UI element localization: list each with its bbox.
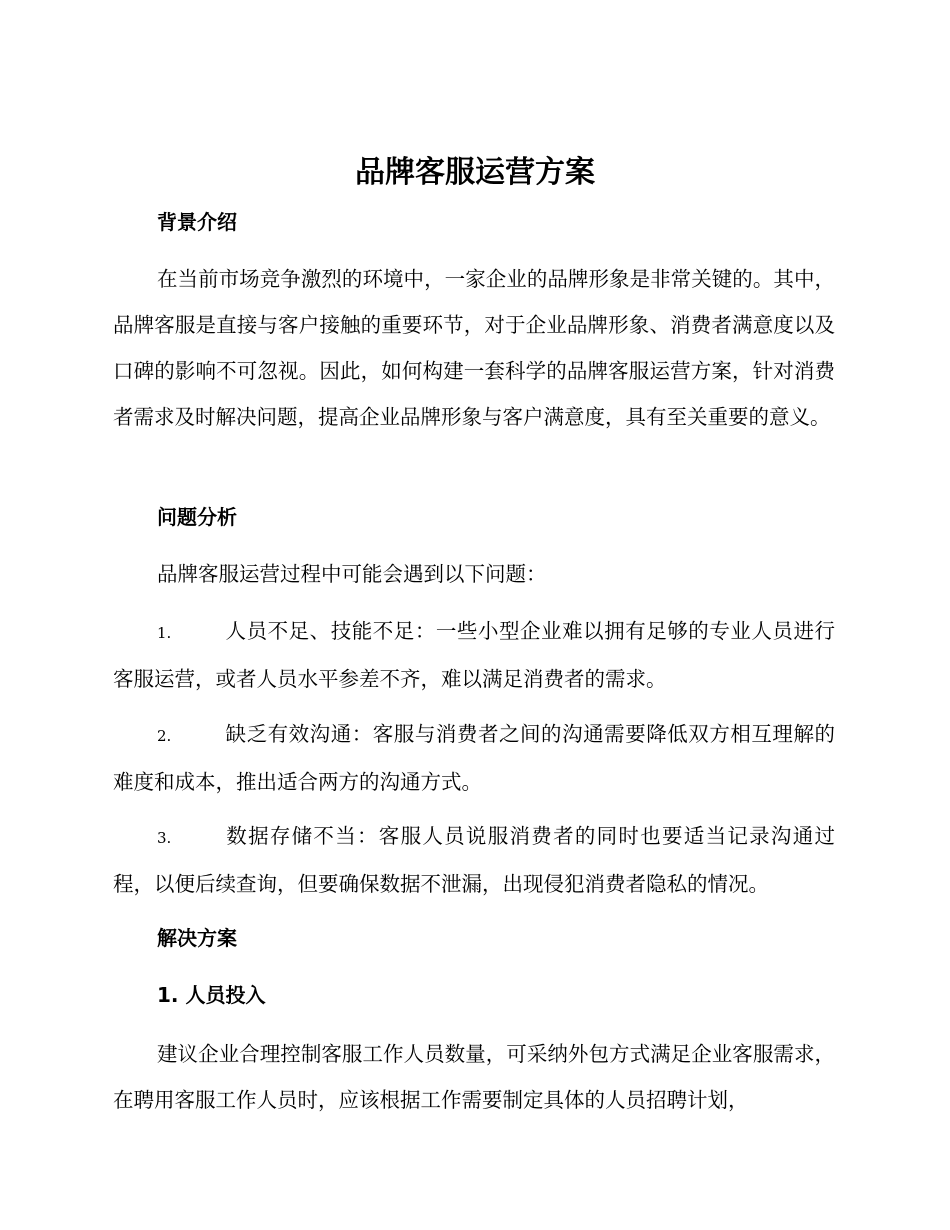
document-title: 品牌客服运营方案 [355, 155, 595, 190]
section-heading-background: 背景介绍 [157, 210, 237, 234]
section-heading-solutions: 解决方案 [157, 926, 237, 950]
solutions-paragraph: 建议企业合理控制客服工作人员数量，可采纳外包方式满足企业客服需求，在聘用客服工作人员时，应该根据工作需要制定具体的人员招聘计划， [113, 1042, 835, 1112]
section-heading-problems: 问题分析 [157, 505, 237, 529]
problems-intro: 品牌客服运营过程中可能会遇到以下问题： [157, 562, 547, 586]
list-item-text: 数据存储不当：客服人员说服消费者的同时也要适当记录沟通过程，以便后续查询，但要确保数据不泄漏，出现侵犯消费者隐私的情况。 [113, 824, 835, 896]
problem-list-item [113, 608, 835, 702]
problem-list-item [113, 711, 835, 805]
background-paragraph: 在当前市场竞争激烈的环境中，一家企业的品牌形象是非常关键的。其中，品牌客服是直接与客户接触的重要环节，对于企业品牌形象、消费者满意度以及口碑的影响不可忽视。因此，如何构建一套科学的品牌客服运营方案，针对消费者需求及时解决问题，提高企业品牌形象与客户满意度，具有至关重要的意义。 [113, 267, 835, 429]
list-item-text: 人员不足、技能不足：一些小型企业难以拥有足够的专业人员进行客服运营，或者人员水平参差不齐，难以满足消费者的需求。 [113, 619, 835, 691]
list-item-text: 缺乏有效沟通：客服与消费者之间的沟通需要降低双方相互理解的难度和成本，推出适合两方的沟通方式。 [113, 722, 835, 794]
list-number: 2. [157, 727, 172, 745]
list-number: 1. [157, 624, 172, 642]
list-number: 3. [157, 829, 172, 847]
solutions-subheading: 1. 人员投入 [157, 983, 266, 1007]
problem-list-item [113, 813, 835, 907]
